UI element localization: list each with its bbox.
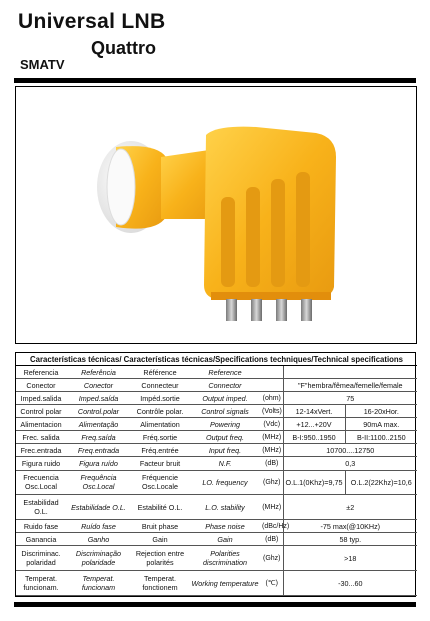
spec-fr: Fréquencie Osc.Locale [131, 470, 189, 495]
spec-es: Alimentacion [16, 418, 66, 431]
spec-en: Output freq. [189, 431, 261, 444]
spec-fr: Référence [131, 366, 189, 379]
spec-fr: Estabilité O.L. [131, 495, 189, 520]
spec-fr: Facteur bruit [131, 457, 189, 470]
spec-row [16, 533, 417, 546]
spec-unit: (dB) [261, 457, 283, 470]
spec-en: LO. frequency [189, 470, 261, 495]
spec-pt: Ruído fase [66, 520, 131, 533]
spec-pt: Freq.entrada [66, 444, 131, 457]
spec-es: Ganancia [16, 533, 66, 546]
spec-unit: (Ghz) [261, 546, 283, 571]
spec-v1: >18 [283, 546, 417, 571]
spec-pt: Frequência Osc.Local [66, 470, 131, 495]
product-subtitle: SMATV [20, 57, 65, 72]
spec-unit: (ohm) [261, 392, 283, 405]
spec-es: Figura ruido [16, 457, 66, 470]
spec-pt: Alimentação [66, 418, 131, 431]
bottom-divider-bar [14, 602, 416, 607]
spec-row [16, 495, 417, 520]
spec-fr: Fréq.entrée [131, 444, 189, 457]
spec-fr: Contrôle polar. [131, 405, 189, 418]
spec-en: Polarities discrimination [189, 546, 261, 571]
spec-v1: 75 [283, 392, 417, 405]
spec-v2: B-II:1100..2150 [345, 431, 417, 444]
spec-pt: Conector [66, 379, 131, 392]
product-title-quattro: Quattro [91, 38, 156, 58]
spec-row [16, 431, 417, 444]
spec-en: Connector [189, 379, 261, 392]
spec-v1: -30...60 [283, 571, 417, 596]
spec-unit: (Vdc) [261, 418, 283, 431]
spec-unit: (℃) [261, 571, 283, 596]
spec-row [16, 457, 417, 470]
spec-pt: Discriminação polaridade [66, 546, 131, 571]
spec-es: Control polar [16, 405, 66, 418]
spec-fr: Connecteur [131, 379, 189, 392]
spec-en: N.F. [189, 457, 261, 470]
spec-row [16, 392, 417, 405]
spec-row [16, 366, 417, 379]
spec-fr: Alimentation [131, 418, 189, 431]
spec-es: Frecuencia Osc.Local [16, 470, 66, 495]
spec-row [16, 379, 417, 392]
spec-fr: Fréq.sortie [131, 431, 189, 444]
product-title: Universal LNB [18, 10, 166, 33]
technical-specifications-table [15, 352, 416, 597]
spec-unit [261, 379, 283, 392]
specs-heading: Características técnicas/ Características técnicas/Specifications techniques/Technical specifications [16, 353, 417, 366]
spec-en: Powering [189, 418, 261, 431]
spec-v1: ±2 [283, 495, 417, 520]
spec-en: Working temperature [189, 571, 261, 596]
spec-es: Frec.entrada [16, 444, 66, 457]
spec-row [16, 546, 417, 571]
spec-en: L.O. stability [189, 495, 261, 520]
spec-pt: Referência [66, 366, 131, 379]
spec-unit: (MHz) [261, 495, 283, 520]
spec-v1: O.L.1(0Khz)=9,75 [283, 470, 345, 495]
spec-v1: 0,3 [283, 457, 417, 470]
spec-unit: (MHz) [261, 444, 283, 457]
spec-en: Output imped. [189, 392, 261, 405]
spec-fr: Temperat. fonctionem [131, 571, 189, 596]
spec-es: Temperat. funcionam. [16, 571, 66, 596]
spec-en: Phase noise [189, 520, 261, 533]
spec-v1: 12-14xVert. [283, 405, 345, 418]
spec-unit [261, 366, 283, 379]
spec-fr: Bruit phase [131, 520, 189, 533]
spec-v1: "F"hembra/fêmea/femelle/female [283, 379, 417, 392]
spec-en: Gain [189, 533, 261, 546]
spec-v1: 58 typ. [283, 533, 417, 546]
spec-es: Estabilidad O.L. [16, 495, 66, 520]
spec-v1 [283, 366, 417, 379]
spec-row [16, 405, 417, 418]
spec-v2: 16-20xHor. [345, 405, 417, 418]
spec-es: Discriminac. polaridad [16, 546, 66, 571]
spec-row [16, 520, 417, 533]
spec-row [16, 470, 417, 495]
spec-row [16, 571, 417, 596]
spec-row [16, 444, 417, 457]
spec-es: Imped.salida [16, 392, 66, 405]
spec-unit: (MHz) [261, 431, 283, 444]
spec-pt: Imped.saída [66, 392, 131, 405]
top-divider-bar [14, 78, 416, 83]
spec-es: Frec. salida [16, 431, 66, 444]
spec-pt: Freq.saída [66, 431, 131, 444]
product-photo [15, 86, 417, 344]
spec-en: Control signals [189, 405, 261, 418]
spec-unit: (Volts) [261, 405, 283, 418]
spec-row [16, 418, 417, 431]
spec-pt: Control.polar [66, 405, 131, 418]
spec-es: Ruido fase [16, 520, 66, 533]
spec-pt: Ganho [66, 533, 131, 546]
spec-pt: Figura ruído [66, 457, 131, 470]
spec-v2: O.L.2(22Khz)=10,6 [345, 470, 417, 495]
lnb-quattro-product-icon [16, 87, 416, 343]
spec-en: Input freq. [189, 444, 261, 457]
spec-es: Conector [16, 379, 66, 392]
spec-v1: +12...+20V [283, 418, 345, 431]
spec-unit: (Ghz) [261, 470, 283, 495]
spec-v1: B-I:950..1950 [283, 431, 345, 444]
spec-v1: 10700....12750 [283, 444, 417, 457]
spec-pt: Estabilidade O.L. [66, 495, 131, 520]
spec-es: Referencia [16, 366, 66, 379]
spec-v1: -75 max(@10KHz) [283, 520, 417, 533]
spec-fr: Rejection entre polarités [131, 546, 189, 571]
spec-unit: (dB) [261, 533, 283, 546]
spec-fr: Impéd.sortie [131, 392, 189, 405]
spec-v2: 90mA max. [345, 418, 417, 431]
spec-pt: Temperat. funcionam [66, 571, 131, 596]
spec-en: Reference [189, 366, 261, 379]
spec-fr: Gain [131, 533, 189, 546]
spec-unit: (dBc/Hz) [261, 520, 283, 533]
